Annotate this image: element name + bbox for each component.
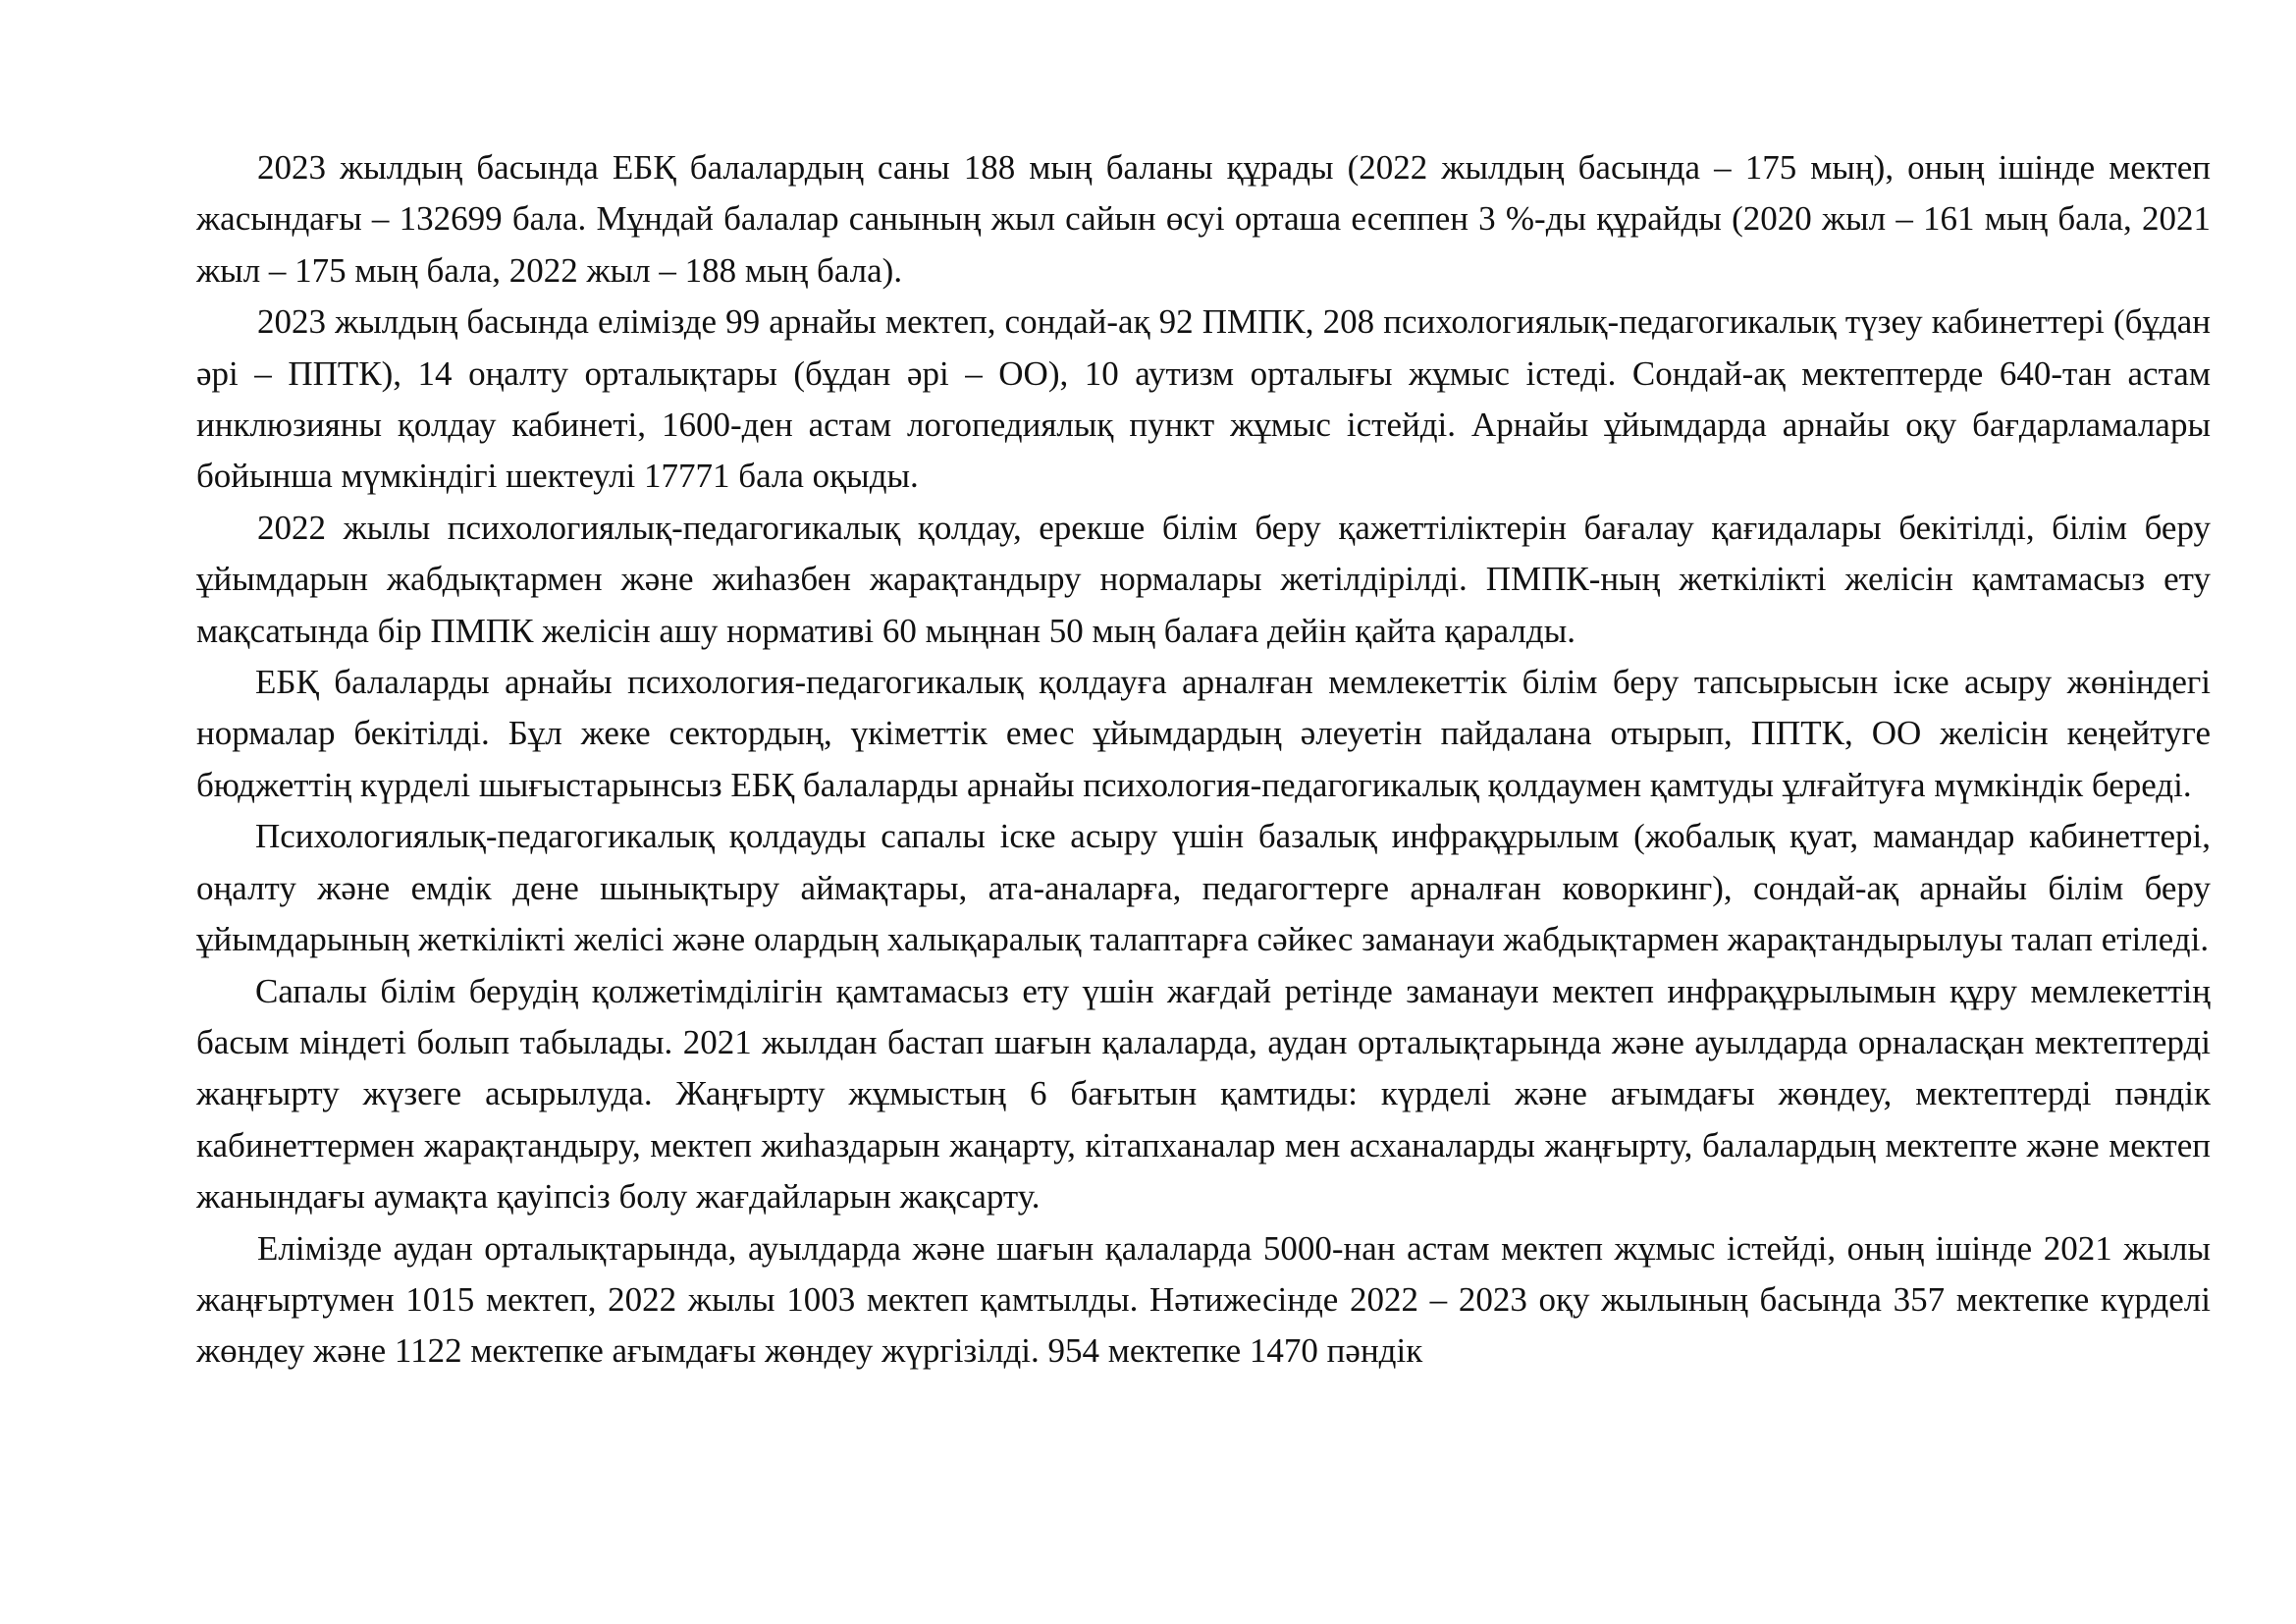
- document-page: [196, 142, 2211, 1378]
- paragraph-rural-schools: Елімізде аудан орталықтарында, ауылдарда және шағын қалаларда 5000-нан астам мектеп жұмыс істейді, оның ішінде 2021 жылы жаңғыртумен 1015 мектеп, 2022 жылы 1003 мектеп қамтылды. Нәтижесінде 2022 – 2023 оқу жылының басында 357 мектепке күрделі жөндеу және 1122 мектепке ағымдағы жөндеу жүргізілді. 954 мектепке 1470 пәндік: [196, 1228, 2211, 1371]
- paragraph-children-statistics: 2023 жылдың басында ЕБҚ балалардың саны 188 мың баланы құрады (2022 жылдың басында – 175 мың), оның ішінде мектеп жасындағы – 132699 бала. Мұндай балалар санының жыл сайын өсуі орташа есеппен 3 %-ды құрайды (2020 жыл – 161 мың бала, 2021 жыл – 175 мың бала, 2022 жыл – 188 мың бала).: [196, 148, 2211, 290]
- paragraph-state-order-norms: ЕБҚ балаларды арнайы психология-педагогикалық қолдауға арналған мемлекеттік білім беру тапсырысын іске асыру жөніндегі нормалар бекітілді. Бұл жеке сектордың, үкіметтік емес ұйымдардың әлеуетін пайдалана отырып, ППТК, ОО желісін кеңейтуге бюджеттің күрделі шығыстарынсыз ЕБҚ балаларды арнайы психология-педагогикалық қолдаумен қамтуды ұлғайтуға мүмкіндік береді.: [196, 663, 2211, 804]
- paragraph-special-schools: 2023 жылдың басында елімізде 99 арнайы мектеп, сондай-ақ 92 ПМПК, 208 психологиялық-педагогикалық түзеу кабинеттері (бұдан әрі – ППТК), 14 оңалту орталықтары (бұдан әрі – ОО), 10 аутизм орталығы жұмыс істеді. Сондай-ақ мектептерде 640-тан астам инклюзияны қолдау кабинеті, 1600-ден астам логопедиялық пункт жұмыс істейді. Арнайы ұйымдарда арнайы оқу бағдарламалары бойынша мүмкіндігі шектеулі 17771 бала оқыды.: [196, 302, 2211, 496]
- paragraph-infrastructure-requirements: Психологиялық-педагогикалық қолдауды сапалы іске асыру үшін базалық инфрақұрылым (жобалық қуат, мамандар кабинеттері, оңалту және емдік дене шынықтыру аймақтары, ата-аналарға, педагогтерге арналған коворкинг), сондай-ақ арнайы білім беру ұйымдарының жеткілікті желісі және олардың халықаралық талаптарға сәйкес заманауи жабдықтармен жарақтандырылуы талап етіледі.: [196, 817, 2211, 959]
- paragraph-rules-2022: 2022 жылы психологиялық-педагогикалық қолдау, ерекше білім беру қажеттіліктерін бағалау қағидалары бекітілді, білім беру ұйымдарын жабдықтармен және жиһазбен жарақтандыру нормалары жетілдірілді. ПМПК-ның жеткілікті желісін қамтамасыз ету мақсатында бір ПМПК желісін ашу нормативі 60 мыңнан 50 мың балаға дейін қайта қаралды.: [196, 508, 2211, 650]
- paragraph-school-modernization: Сапалы білім берудің қолжетімділігін қамтамасыз ету үшін жағдай ретінде заманауи мектеп инфрақұрылымын құру мемлекеттің басым міндеті болып табылады. 2021 жылдан бастап шағын қалаларда, аудан орталықтарында және ауылдарда орналасқан мектептерді жаңғырту жүзеге асырылуда. Жаңғырту жұмыстың 6 бағытын қамтиды: күрделі және ағымдағы жөндеу, мектептерді пәндік кабинеттермен жарақтандыру, мектеп жиһаздарын жаңарту, кітапханалар мен асханаларды жаңғырту, балалардың мектепте және мектеп жанындағы аумақта қауіпсіз болу жағдайларын жақсарту.: [196, 971, 2211, 1217]
